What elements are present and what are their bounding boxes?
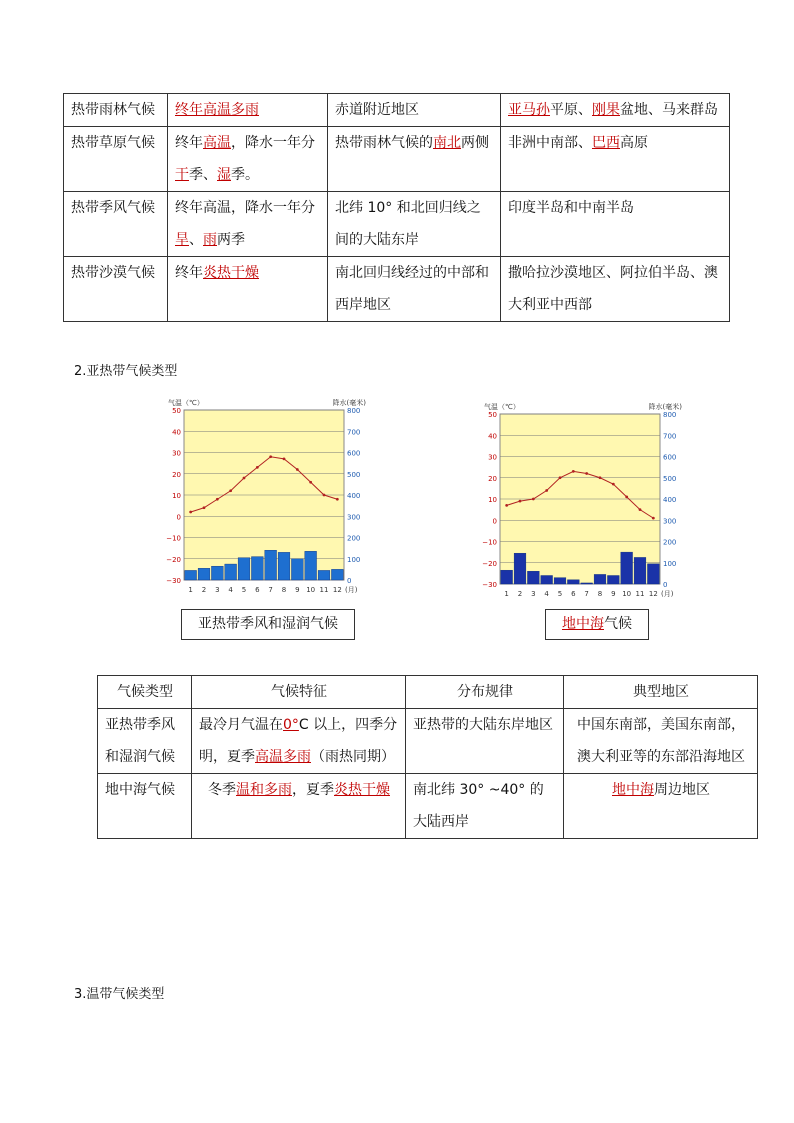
text-run: 周边地区 bbox=[654, 782, 710, 798]
temperature-point bbox=[639, 508, 642, 511]
month-label: 6 bbox=[255, 586, 260, 594]
subtropical-climate-table bbox=[97, 675, 758, 839]
precip-tick-label: 300 bbox=[347, 513, 361, 522]
month-label: 10 bbox=[622, 590, 632, 598]
month-label: 5 bbox=[241, 586, 247, 594]
month-label: 7 bbox=[268, 586, 273, 594]
month-label: 1 bbox=[188, 586, 193, 594]
temperature-point bbox=[323, 494, 326, 497]
month-label: 12 bbox=[648, 590, 658, 598]
text-run: 印度半岛和中南半岛 bbox=[508, 200, 634, 216]
climate-feature bbox=[168, 127, 328, 192]
precip-axis-title: 降水(毫米) bbox=[648, 403, 682, 411]
month-unit: (月) bbox=[345, 586, 358, 594]
text-run: C 以上，四季分明，夏季 bbox=[199, 717, 398, 765]
climate-feature bbox=[168, 257, 328, 322]
text-run: 冬季 bbox=[208, 782, 236, 798]
precipitation-bar bbox=[501, 570, 513, 584]
temperature-point bbox=[532, 498, 535, 501]
climate-chart-svg bbox=[166, 396, 366, 598]
text-run: 南北回归线经过的中部和西岸地区 bbox=[335, 265, 489, 313]
key-term: 高温 bbox=[203, 135, 231, 151]
temperature-point bbox=[269, 455, 272, 458]
typical-region bbox=[501, 94, 730, 127]
key-term: 南北 bbox=[433, 135, 461, 151]
month-label: 4 bbox=[228, 586, 233, 594]
key-term: 高温多雨 bbox=[255, 749, 311, 765]
precip-tick-label: 300 bbox=[663, 517, 677, 526]
temperature-point bbox=[585, 472, 588, 475]
precipitation-bar bbox=[567, 580, 579, 584]
month-label: 11 bbox=[319, 586, 329, 594]
month-label: 11 bbox=[635, 590, 645, 598]
climate-name: 热带草原气候 bbox=[64, 127, 168, 192]
month-label: 1 bbox=[504, 590, 509, 598]
temperature-point bbox=[256, 466, 259, 469]
temp-tick-label: −20 bbox=[166, 555, 181, 564]
section-2-heading: 2.亚热带气候类型 bbox=[74, 364, 178, 379]
text-run: 最冷月气温在 bbox=[199, 717, 283, 733]
chart-caption-subtropical: 亚热带季风和湿润气候 bbox=[181, 609, 355, 640]
temperature-point bbox=[243, 477, 246, 480]
precipitation-bar bbox=[634, 557, 646, 584]
precipitation-bar bbox=[318, 570, 330, 580]
precipitation-bar bbox=[594, 574, 606, 584]
climate-distribution bbox=[328, 192, 501, 257]
month-label: 6 bbox=[571, 590, 576, 598]
text-run: 撒哈拉沙漠地区、阿拉伯半岛、澳大利亚中西部 bbox=[508, 265, 718, 313]
month-label: 9 bbox=[611, 590, 616, 598]
temp-tick-label: −30 bbox=[166, 577, 181, 585]
temperature-point bbox=[559, 476, 562, 479]
temp-tick-label: 40 bbox=[488, 432, 497, 441]
tropical-climate-table bbox=[63, 93, 730, 322]
precipitation-bar bbox=[541, 576, 553, 585]
month-label: 8 bbox=[281, 586, 287, 594]
temp-axis-title: 气温（℃） bbox=[168, 399, 204, 407]
text-run: 终年 bbox=[175, 135, 203, 151]
key-term: 刚果 bbox=[592, 102, 620, 118]
precip-tick-label: 400 bbox=[663, 496, 677, 504]
temperature-point bbox=[283, 457, 286, 460]
temperature-point bbox=[296, 468, 299, 471]
precip-tick-label: 700 bbox=[663, 432, 677, 441]
table-row bbox=[98, 709, 758, 774]
temperature-point bbox=[336, 498, 339, 501]
text-run: 季、 bbox=[189, 167, 217, 183]
temperature-point bbox=[572, 470, 575, 473]
climate-name: 热带季风气候 bbox=[64, 192, 168, 257]
precipitation-bar bbox=[238, 558, 250, 580]
temperature-point bbox=[189, 511, 192, 514]
caption-rest: 气候 bbox=[604, 616, 632, 632]
temp-tick-label: 50 bbox=[488, 411, 497, 419]
temperature-point bbox=[612, 483, 615, 486]
temp-tick-label: 30 bbox=[172, 449, 181, 458]
key-term: 温和多雨 bbox=[236, 782, 292, 798]
month-label: 9 bbox=[295, 586, 300, 594]
temp-tick-label: 10 bbox=[488, 496, 497, 504]
month-label: 3 bbox=[531, 590, 536, 598]
climate-name: 热带沙漠气候 bbox=[64, 257, 168, 322]
temp-tick-label: −30 bbox=[482, 581, 497, 589]
precip-tick-label: 600 bbox=[347, 449, 361, 458]
key-term: 地中海 bbox=[612, 782, 654, 798]
climate-distribution bbox=[328, 94, 501, 127]
text-run: 高原 bbox=[620, 135, 648, 151]
month-label: 3 bbox=[215, 586, 220, 594]
climate-distribution: 亚热带的大陆东岸地区 bbox=[406, 709, 564, 774]
precipitation-bar bbox=[211, 566, 223, 580]
text-run: 季。 bbox=[231, 167, 259, 183]
precipitation-bar bbox=[305, 551, 317, 580]
precip-tick-label: 600 bbox=[663, 453, 677, 462]
chart-subtropical-monsoon bbox=[166, 396, 366, 598]
precip-tick-label: 800 bbox=[663, 411, 677, 419]
text-run: 北纬 10° 和北回归线之间的大陆东岸 bbox=[335, 200, 481, 248]
climate-distribution: 南北纬 30° ~40° 的大陆西岸 bbox=[406, 774, 564, 839]
precipitation-bar bbox=[331, 569, 343, 580]
text-run: ，夏季 bbox=[292, 782, 334, 798]
precipitation-bar bbox=[278, 552, 290, 580]
month-unit: (月) bbox=[661, 590, 674, 598]
text-run: 非洲中南部、 bbox=[508, 135, 592, 151]
precip-axis-title: 降水(毫米) bbox=[332, 399, 366, 407]
climate-name: 热带雨林气候 bbox=[64, 94, 168, 127]
table-header-row bbox=[98, 676, 758, 709]
precipitation-bar bbox=[647, 564, 659, 584]
precipitation-bar bbox=[554, 578, 566, 584]
typical-region bbox=[501, 192, 730, 257]
temp-tick-label: 30 bbox=[488, 453, 497, 462]
text-run: 终年 bbox=[175, 265, 203, 281]
temperature-point bbox=[309, 481, 312, 484]
chart-mediterranean bbox=[482, 400, 682, 602]
table-row bbox=[64, 94, 730, 127]
climate-name: 亚热带季风和湿润气候 bbox=[98, 709, 192, 774]
month-label: 8 bbox=[597, 590, 603, 598]
text-run: 赤道附近地区 bbox=[335, 102, 419, 118]
month-label: 12 bbox=[332, 586, 342, 594]
precip-tick-label: 200 bbox=[663, 538, 677, 547]
section-3-heading: 3.温带气候类型 bbox=[74, 987, 165, 1002]
text-run: 两侧 bbox=[461, 135, 489, 151]
month-label: 2 bbox=[201, 586, 207, 594]
climate-distribution bbox=[328, 257, 501, 322]
key-term: 终年高温多雨 bbox=[175, 102, 259, 118]
temperature-point bbox=[505, 504, 508, 507]
temp-tick-label: 20 bbox=[488, 474, 497, 483]
text-run: 平原、 bbox=[550, 102, 592, 118]
temp-tick-label: 50 bbox=[172, 407, 181, 415]
precip-tick-label: 500 bbox=[347, 470, 361, 479]
precip-tick-label: 700 bbox=[347, 428, 361, 437]
temperature-point bbox=[545, 489, 548, 492]
temp-axis-title: 气温（℃） bbox=[484, 403, 520, 411]
text-run: （雨热同期） bbox=[311, 749, 395, 765]
text-run: 终年高温，降水一年分 bbox=[175, 200, 315, 216]
precipitation-bar bbox=[251, 557, 263, 580]
climate-distribution bbox=[328, 127, 501, 192]
precip-tick-label: 800 bbox=[347, 407, 361, 415]
precipitation-bar bbox=[527, 571, 539, 584]
chart-caption-mediterranean bbox=[545, 609, 649, 640]
temperature-point bbox=[229, 489, 232, 492]
table-row bbox=[64, 192, 730, 257]
precipitation-bar bbox=[581, 583, 593, 584]
text-run: 两季 bbox=[217, 232, 245, 248]
column-header: 气候类型 bbox=[98, 676, 192, 709]
table-row bbox=[64, 127, 730, 192]
temperature-point bbox=[519, 500, 522, 503]
table-row bbox=[98, 774, 758, 839]
temperature-point bbox=[203, 506, 206, 509]
text-run: 热带雨林气候的 bbox=[335, 135, 433, 151]
month-label: 5 bbox=[557, 590, 563, 598]
precipitation-bar bbox=[225, 564, 237, 580]
month-label: 7 bbox=[584, 590, 589, 598]
typical-region bbox=[564, 774, 758, 839]
temperature-point bbox=[652, 517, 655, 520]
key-term: 巴西 bbox=[592, 135, 620, 151]
key-term: 亚马孙 bbox=[508, 102, 550, 118]
precip-tick-label: 0 bbox=[347, 577, 352, 585]
month-label: 10 bbox=[306, 586, 316, 594]
text-run: 盆地、马来群岛 bbox=[620, 102, 718, 118]
key-term: 湿 bbox=[217, 167, 231, 183]
precipitation-bar bbox=[514, 553, 526, 584]
month-label: 4 bbox=[544, 590, 549, 598]
key-term: 旱 bbox=[175, 232, 189, 248]
climate-name: 地中海气候 bbox=[98, 774, 192, 839]
temperature-point bbox=[625, 495, 628, 498]
column-header: 典型地区 bbox=[564, 676, 758, 709]
temp-tick-label: −10 bbox=[166, 534, 181, 543]
caption-highlight: 地中海 bbox=[562, 616, 604, 632]
precipitation-bar bbox=[185, 570, 197, 580]
text-run: 、 bbox=[189, 232, 203, 248]
precip-tick-label: 400 bbox=[347, 492, 361, 500]
temp-tick-label: 0 bbox=[176, 513, 181, 522]
precipitation-bar bbox=[621, 552, 633, 584]
climate-feature bbox=[192, 709, 406, 774]
precip-tick-label: 100 bbox=[347, 555, 361, 564]
temp-tick-label: 10 bbox=[172, 492, 181, 500]
precipitation-bar bbox=[607, 576, 619, 585]
climate-feature bbox=[192, 774, 406, 839]
typical-region bbox=[501, 127, 730, 192]
key-term: 炎热干燥 bbox=[203, 265, 259, 281]
temperature-point bbox=[216, 498, 219, 501]
typical-region bbox=[501, 257, 730, 322]
precip-tick-label: 0 bbox=[663, 581, 668, 589]
key-term: 炎热干燥 bbox=[334, 782, 390, 798]
temp-tick-label: 40 bbox=[172, 428, 181, 437]
precip-tick-label: 100 bbox=[663, 559, 677, 568]
month-label: 2 bbox=[517, 590, 523, 598]
key-term: 干 bbox=[175, 167, 189, 183]
precip-tick-label: 200 bbox=[347, 534, 361, 543]
precipitation-bar bbox=[198, 568, 210, 580]
temp-tick-label: −20 bbox=[482, 559, 497, 568]
climate-chart-svg bbox=[482, 400, 682, 602]
key-term: 0° bbox=[283, 717, 299, 733]
temp-tick-label: 0 bbox=[492, 517, 497, 526]
key-term: 雨 bbox=[203, 232, 217, 248]
climate-feature bbox=[168, 94, 328, 127]
typical-region: 中国东南部，美国东南部，澳大利亚等的东部沿海地区 bbox=[564, 709, 758, 774]
text-run: ，降水一年分 bbox=[231, 135, 315, 151]
column-header: 气候特征 bbox=[192, 676, 406, 709]
precipitation-bar bbox=[265, 550, 277, 580]
column-header: 分布规律 bbox=[406, 676, 564, 709]
temperature-point bbox=[599, 476, 602, 479]
table-row bbox=[64, 257, 730, 322]
precip-tick-label: 500 bbox=[663, 474, 677, 483]
climate-feature bbox=[168, 192, 328, 257]
temp-tick-label: −10 bbox=[482, 538, 497, 547]
precipitation-bar bbox=[291, 559, 303, 580]
temp-tick-label: 20 bbox=[172, 470, 181, 479]
